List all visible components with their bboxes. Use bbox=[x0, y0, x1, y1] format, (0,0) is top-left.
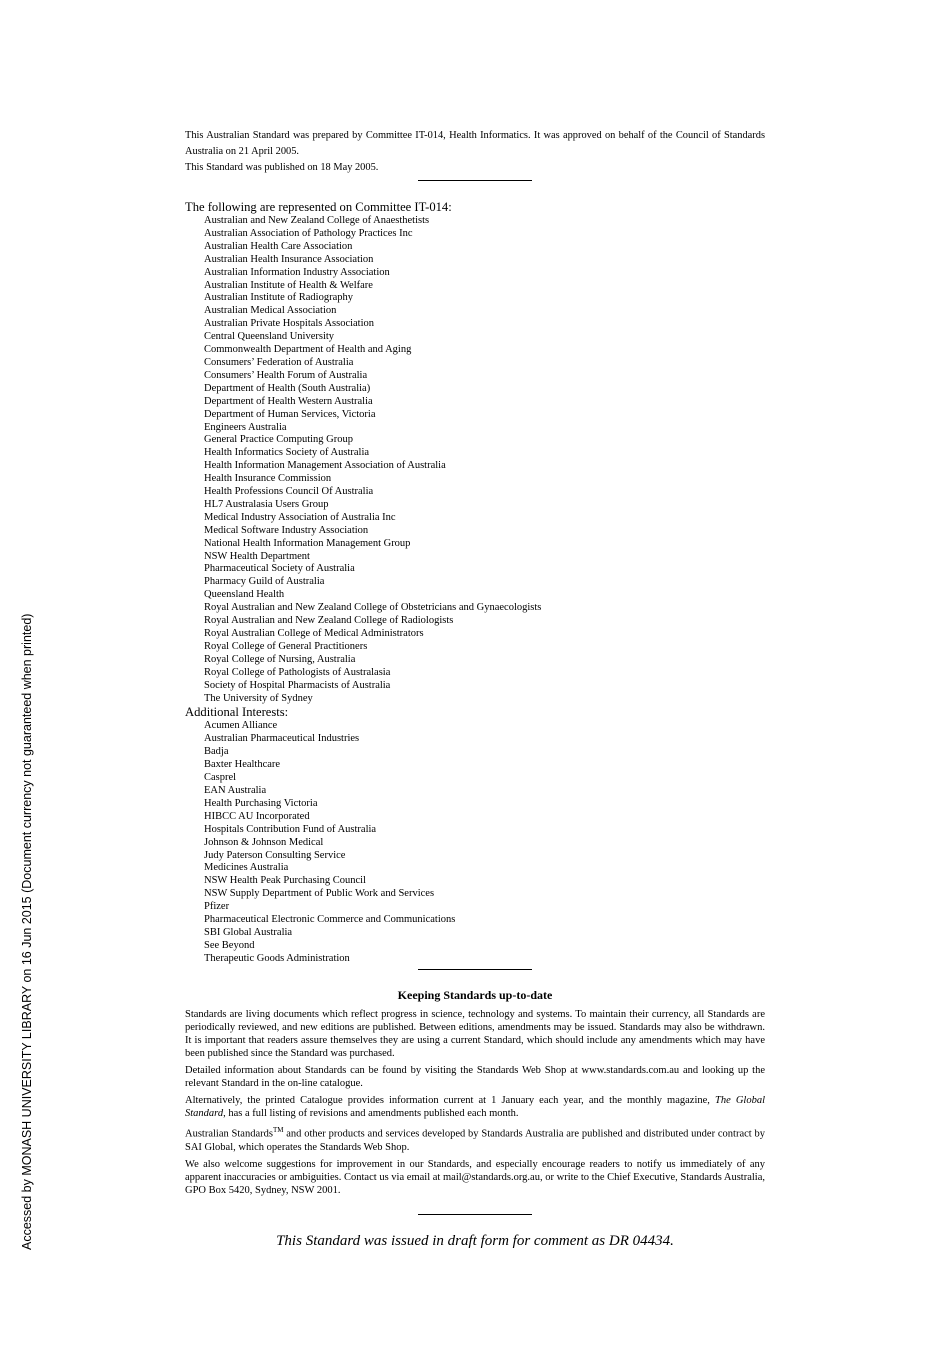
list-item: Consumers’ Federation of Australia bbox=[204, 356, 354, 368]
list-item: Central Queensland University bbox=[204, 331, 335, 343]
paragraph bbox=[185, 1124, 765, 1154]
committee-section bbox=[185, 200, 765, 966]
committee-heading: The following are represented on Committee IT-014: bbox=[185, 200, 452, 214]
text: Alternatively, the printed Catalogue provides information current at 1 January each year, and the monthly magazine, bbox=[185, 1095, 715, 1106]
list-item: National Health Information Management Group bbox=[204, 537, 411, 549]
list-item: Australian Private Hospitals Association bbox=[204, 318, 375, 330]
list-item: Health Information Management Association of Australia bbox=[204, 460, 446, 472]
list-item: Hospitals Contribution Fund of Australia bbox=[204, 823, 377, 835]
list-item: Australian Pharmaceutical Industries bbox=[204, 733, 360, 745]
text: Australian Standards bbox=[185, 1128, 273, 1140]
list-item: Health Informatics Society of Australia bbox=[204, 447, 370, 459]
committee-members-list bbox=[185, 215, 765, 705]
list-item: Acumen Alliance bbox=[204, 720, 278, 732]
list-item: Medical Software Industry Association bbox=[204, 524, 369, 536]
list-item: Royal College of Nursing, Australia bbox=[204, 653, 356, 665]
divider-rule bbox=[418, 1214, 532, 1215]
list-item: Society of Hospital Pharmacists of Australia bbox=[204, 679, 391, 691]
list-item: Queensland Health bbox=[204, 589, 285, 601]
list-item: Judy Paterson Consulting Service bbox=[204, 849, 346, 861]
list-item: Department of Health Western Australia bbox=[204, 395, 373, 407]
additional-interests-heading: Additional Interests: bbox=[185, 705, 289, 720]
list-item: Royal Australian and New Zealand College of Obstetricians and Gynaecologists bbox=[204, 602, 542, 614]
keeping-standards-section bbox=[185, 988, 765, 1201]
paragraph: We also welcome suggestions for improvement in our Standards, and especially encourage readers to notify us immediately of any apparent inaccuracies or ambiguities. Contact us via email at mail@standards.org.au, or write to the Chief Executive, Standards Australia, GPO Box 5420, Sydney, NSW 2001. bbox=[185, 1158, 765, 1196]
list-item: Australian Association of Pathology Practices Inc bbox=[204, 227, 413, 239]
list-item: Royal Australian College of Medical Administrators bbox=[204, 628, 424, 639]
list-item: Department of Health (South Australia) bbox=[204, 382, 371, 394]
list-item: HIBCC AU Incorporated bbox=[204, 810, 310, 822]
publication-date: This Standard was published on 18 May 2005. bbox=[185, 162, 379, 173]
list-item: Australian Health Care Association bbox=[204, 240, 353, 252]
section-title: Keeping Standards up-to-date bbox=[397, 988, 553, 1002]
list-item: General Practice Computing Group bbox=[204, 434, 353, 446]
list-item: Badja bbox=[204, 746, 229, 758]
list-item: Medical Industry Association of Australia Inc bbox=[204, 511, 396, 523]
access-stamp: Accessed by MONASH UNIVERSITY LIBRARY on 16 Jun 2015 (Document currency not guaranteed when printed) bbox=[20, 613, 34, 1250]
divider-rule bbox=[418, 180, 532, 181]
list-item: Department of Human Services, Victoria bbox=[204, 408, 376, 420]
list-item: Australian Information Industry Association bbox=[204, 266, 390, 278]
trademark-symbol: TM bbox=[272, 1126, 284, 1134]
list-item: Pharmacy Guild of Australia bbox=[204, 576, 325, 588]
paragraph: Standards are living documents which reflect progress in science, technology and systems. To maintain their currency, all Standards are periodically reviewed, and new editions are published. Between editions, amendments may be issued. Standards may also be withdrawn. It is important that readers assure themselves they are using a current Standard, which should include any amendments which may have been published since the Standard was purchased. bbox=[185, 1009, 765, 1059]
list-item: Pharmaceutical Society of Australia bbox=[204, 563, 355, 575]
list-item: Commonwealth Department of Health and Aging bbox=[204, 344, 412, 356]
list-item: Royal College of General Practitioners bbox=[204, 640, 368, 652]
list-item: Health Purchasing Victoria bbox=[204, 797, 318, 809]
list-item: Australian Medical Association bbox=[204, 305, 337, 317]
preparation-notice bbox=[185, 128, 765, 176]
list-item: Australian Institute of Radiography bbox=[204, 292, 354, 304]
text: and other products and services developed by Standards Australia are published and distributed under contract by SAI Global, which operates the Standards Web Shop. bbox=[185, 1128, 765, 1153]
list-item: Johnson & Johnson Medical bbox=[204, 836, 324, 848]
list-item: Engineers Australia bbox=[204, 421, 287, 433]
paragraph bbox=[185, 1094, 765, 1120]
list-item: Pharmaceutical Electronic Commerce and Communications bbox=[204, 914, 456, 926]
list-item: Medicines Australia bbox=[204, 862, 289, 874]
list-item: See Beyond bbox=[204, 939, 255, 951]
divider-rule bbox=[418, 969, 532, 970]
list-item: SBI Global Australia bbox=[204, 926, 293, 938]
draft-note: This Standard was issued in draft form for comment as DR 04434. bbox=[276, 1233, 674, 1249]
list-item: Consumers’ Health Forum of Australia bbox=[204, 369, 368, 381]
list-item: Australian and New Zealand College of Anaesthetists bbox=[204, 215, 430, 226]
list-item: Casprel bbox=[204, 772, 237, 784]
list-item: Australian Health Insurance Association bbox=[204, 253, 374, 265]
list-item: Baxter Healthcare bbox=[204, 759, 281, 771]
list-item: The University of Sydney bbox=[204, 692, 313, 704]
list-item: NSW Supply Department of Public Work and Services bbox=[204, 888, 435, 900]
list-item: HL7 Australasia Users Group bbox=[204, 498, 329, 510]
list-item: Health Professions Council Of Australia bbox=[204, 486, 374, 498]
list-item: Royal College of Pathologists of Australasia bbox=[204, 666, 391, 678]
list-item: Health Insurance Commission bbox=[204, 473, 332, 485]
list-item: NSW Health Department bbox=[204, 550, 310, 562]
additional-interests-list bbox=[185, 720, 765, 965]
list-item: Australian Institute of Health & Welfare bbox=[204, 279, 373, 291]
list-item: NSW Health Peak Purchasing Council bbox=[204, 875, 366, 887]
approval-statement: This Australian Standard was prepared by Committee IT-014, Health Informatics. It was approved on behalf of the Council of Standards Australia on 21 April 2005. bbox=[185, 130, 765, 157]
list-item: Royal Australian and New Zealand College of Radiologists bbox=[204, 615, 454, 627]
paragraph: Detailed information about Standards can be found by visiting the Standards Web Shop at www.standards.com.au and looking up the relevant Standard in the on-line catalogue. bbox=[185, 1065, 765, 1089]
text: , has a full listing of revisions and amendments published each month. bbox=[223, 1108, 519, 1119]
list-item: Therapeutic Goods Administration bbox=[204, 952, 350, 964]
list-item: EAN Australia bbox=[204, 784, 267, 796]
list-item: Pfizer bbox=[204, 901, 230, 913]
magazine-title: The Global Standard bbox=[185, 1095, 765, 1119]
